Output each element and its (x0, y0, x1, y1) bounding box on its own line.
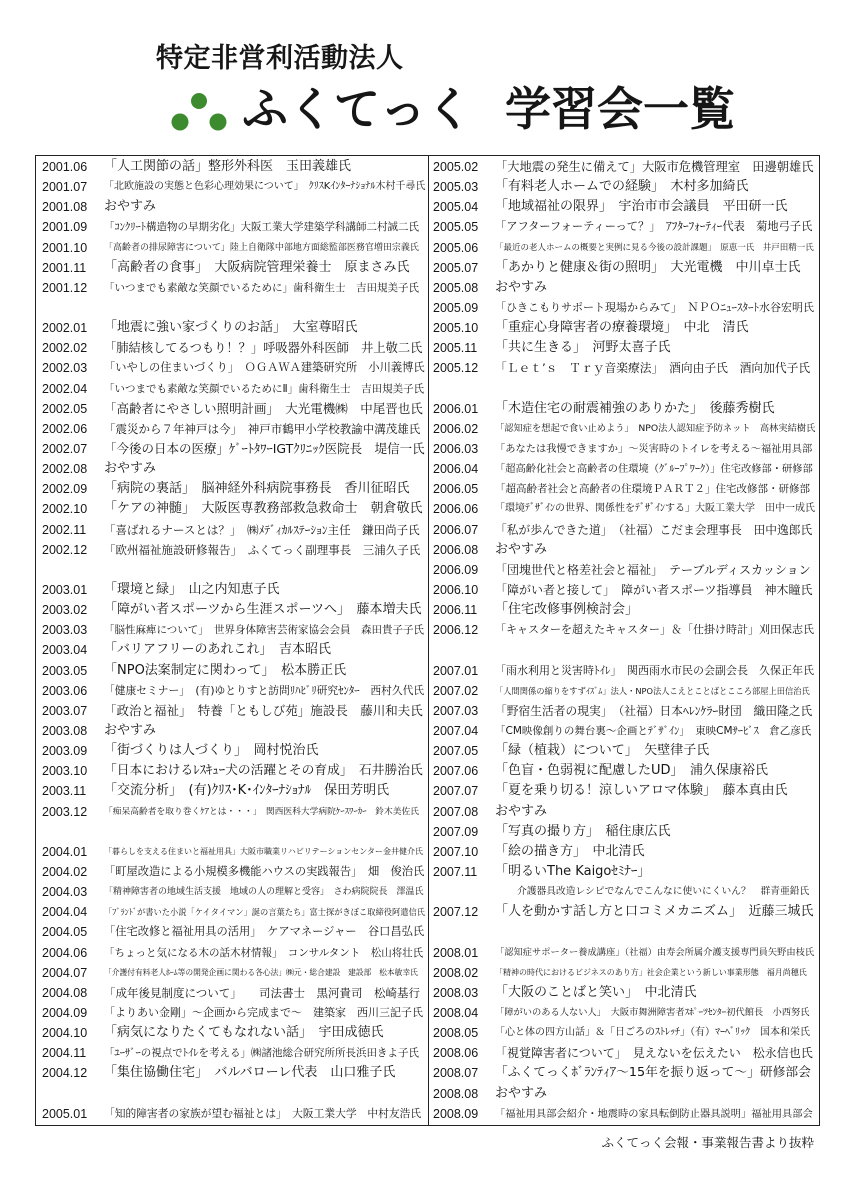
session-row (429, 157, 819, 177)
session-topic: 「緑（植栽）について」 矢壁律子氏 (495, 743, 710, 759)
session-row (429, 781, 819, 801)
session-date: 2002.04 (42, 381, 88, 396)
session-row (36, 217, 428, 237)
session-date: 2003.08 (42, 724, 88, 738)
session-row (429, 701, 819, 721)
session-column-right (429, 156, 819, 1125)
year-group (429, 157, 819, 379)
session-topic: 「地震に強い家づくりのお話」 大室尊昭氏 (104, 320, 358, 336)
session-row (36, 459, 428, 479)
year-group (36, 580, 428, 822)
session-topic: おやすみ (495, 541, 548, 557)
session-topic: 「野宿生活者の現実」 （社福）日本ﾍﾚﾝｹﾗｰ財団 織田隆之氏 (495, 703, 813, 718)
session-row (429, 1003, 819, 1023)
session-row (36, 278, 428, 298)
session-row (429, 177, 819, 197)
session-date: 2006.03 (433, 442, 479, 457)
session-row (429, 459, 819, 479)
session-topic: 「精神障害者の地域生活支援 地域の人の理解と受容」 さわ病院院長 澤温氏 (104, 887, 424, 898)
session-topic: 「政治と福祉」 特養「ともしび苑」施設長 藤川和夫氏 (104, 702, 423, 718)
session-date: 2004.05 (42, 925, 88, 940)
session-date: 2007.08 (433, 804, 479, 819)
session-date: 2005.11 (433, 341, 478, 356)
session-date: 2002.06 (42, 421, 88, 436)
session-topic: 「住宅改修と福祉用具の活用」 ケアマネージャー 谷口昌弘氏 (104, 925, 425, 939)
session-date: 2006.06 (433, 502, 479, 517)
session-row (36, 781, 428, 801)
session-row (36, 661, 428, 681)
session-row (36, 963, 428, 983)
session-row (429, 802, 819, 822)
session-date: 2004.12 (42, 1066, 88, 1081)
session-row (36, 318, 428, 338)
session-date: 2007.09 (433, 824, 479, 839)
session-topic: 「精神の時代におけるビジネスのあり方」社会企業という新しい事業形態 福月尚穂氏 (495, 967, 807, 977)
session-date: 2004.03 (42, 885, 88, 900)
session-row (36, 399, 428, 419)
session-topic: 「ケアの神髄」 大阪医専教務部救急救命士 朝倉敬氏 (104, 501, 423, 517)
session-row (36, 479, 428, 499)
session-date: 2005.12 (433, 361, 479, 376)
session-row (36, 540, 428, 560)
session-date: 2002.11 (42, 522, 87, 537)
session-date: 2008.09 (433, 1106, 479, 1121)
session-date: 2007.03 (433, 703, 479, 718)
session-date: 2003.11 (42, 784, 87, 799)
session-row (429, 1104, 819, 1124)
organization-name: ふくてっく (242, 82, 472, 136)
session-date: 2004.10 (42, 1026, 88, 1041)
session-topic: 「超高齢者社会と高齢者の住環境ＰＡＲＴ２」住宅改修部・研修部 (495, 483, 810, 496)
session-date: 2002.10 (42, 502, 88, 517)
session-date: 2002.12 (42, 542, 88, 557)
session-date: 2005.02 (433, 160, 479, 175)
session-topic: 「心と体の四方山話」＆「日ごろのｽﾄﾚｯﾁ」（有）ﾏｰﾍﾞﾘｯｸ 国本和栄氏 (495, 1027, 810, 1039)
session-topic: 「喜ばれるナースとは？」 ㈱ﾒﾃﾞｨｶﾙｽﾃｰｼｮﾝ主任 鎌田尚子氏 (104, 522, 420, 537)
session-row (36, 721, 428, 741)
session-row (429, 580, 819, 600)
session-row (429, 278, 819, 298)
session-topic: 「健康セミナー」 (有)ゆとりすと訪問ﾘﾊﾋﾞﾘ研究ｾﾝﾀｰ 西村久代氏 (104, 683, 425, 697)
session-topic: 「交流分析」 (有)ｸﾘｽ･K･ｲﾝﾀｰﾅｼｮﾅﾙ 保田芳明氏 (104, 783, 390, 799)
session-row (36, 197, 428, 217)
session-topic: 「暮らしを支える住まいと福祉用具」大阪市職業リハビリテーションセンター金井健介氏 (104, 846, 423, 856)
session-date: 2007.04 (433, 724, 479, 738)
session-topic-continued: 介護器具改造レシピでなんでこんなに使いにくいん？ 群青亜鉛氏 (517, 886, 810, 898)
session-topic: 「福祉用具部会紹介・地震時の家具転倒防止器具説明」福祉用具部会 (495, 1107, 813, 1120)
session-row (429, 1043, 819, 1063)
session-topic: 「痴呆高齢者を取り巻くｹｱとは・・・」 関西医科大学病院ｹｰｽﾜｰｶｰ 鈴木美佐氏 (104, 806, 419, 817)
session-topic: 「住宅改修事例検討会」 (495, 602, 639, 618)
session-row (429, 661, 819, 681)
session-row (36, 802, 428, 822)
session-date: 2007.07 (433, 784, 479, 799)
session-date: 2005.06 (433, 240, 479, 255)
session-date: 2006.08 (433, 542, 479, 557)
session-topic: 「いやしの住まいづくり」 ＯＧＡＷＡ建築研究所 小川義博氏 (104, 361, 425, 375)
session-row (429, 358, 819, 378)
session-topic: 「街づくりは人づくり」 岡村悦治氏 (104, 743, 319, 759)
source-note: ふくてっく会報・事業報告書より抜粋 (601, 1135, 814, 1150)
session-row (429, 761, 819, 781)
session-topic: 「CM映像創りの舞台裏～企画とﾃﾞｻﾞｲﾝ」 東映CMｻｰﾋﾞｽ 倉乙彦氏 (495, 725, 812, 737)
session-row (36, 1104, 428, 1124)
session-topic: 「環境ﾃﾞｻﾞｲﾝの世界、関係性をﾃﾞｻﾞｲﾝする」大阪工業大学 田中一成氏 (495, 503, 815, 515)
session-topic: 「ちょっと気になる木の話木材情報」 コンサルタント 松山将壮氏 (104, 946, 424, 959)
session-topic: 「アフターフォーティーって？」 ｱﾌﾀｰﾌｫｰﾃｨｰ代表 菊地弓子氏 (495, 220, 813, 234)
session-row (36, 640, 428, 660)
session-row (36, 701, 428, 721)
session-topic: 「人を動かす話し方と口コミメカニズム」 近藤三城氏 (495, 904, 814, 920)
session-topic: 「認知症サポーター養成講座」（社福）由寿会所属介護支援専門員矢野由枝氏 (495, 946, 815, 958)
session-topic: 「障がい者スポーツから生涯スポーツへ」 藤本増夫氏 (104, 602, 422, 618)
session-topic: 「有料老人ホームでの経験」 木村多加綺氏 (495, 179, 749, 195)
session-date: 2002.02 (42, 341, 88, 356)
session-column-left (36, 156, 429, 1125)
session-date: 2004.04 (42, 905, 88, 920)
session-topic: 「欧州福祉施設研修報告」 ふくてっく副理事長 三浦久子氏 (104, 542, 421, 557)
session-row (429, 479, 819, 499)
session-topic: 「日本におけるﾚｽｷｭｰ犬の活躍とその育成」 石井勝治氏 (104, 763, 423, 779)
session-row (429, 902, 819, 922)
session-topic: 「認知症を想起で食い止めよう」 NPO法人認知症予防ネット 高林実結樹氏 (495, 422, 816, 434)
session-date: 2007.02 (433, 683, 479, 698)
session-topic: 「絵の描き方」 中北清氏 (495, 843, 645, 859)
session-row (429, 439, 819, 459)
session-date: 2001.07 (42, 180, 88, 195)
session-row (429, 217, 819, 237)
session-row (429, 238, 819, 258)
session-date: 2005.01 (42, 1106, 88, 1121)
session-topic: 「Ｌｅｔ’ｓ Ｔｒｙ音楽療法」 酒向由子氏 酒向加代子氏 (495, 361, 811, 376)
session-row (36, 983, 428, 1003)
session-list-table (35, 155, 820, 1126)
session-date: 2003.03 (42, 623, 88, 638)
session-topic: 「視覚障害者について」 見えないを伝えたい 松永信也氏 (495, 1046, 813, 1061)
session-row (429, 298, 819, 318)
session-topic: 「バリアフリーのあれこれ」 吉本昭氏 (104, 642, 331, 658)
session-topic: 「病院の裏話」 脳神経外科病院事務長 香川征昭氏 (104, 481, 410, 497)
session-topic: 「あなたは我慢できますか」～災害時のトイレを考える～福祉用具部 (495, 443, 813, 456)
session-topic: 「肺結核してるつもり！？」呼吸器外科医師 井上敬二氏 (104, 341, 423, 356)
session-topic: 「高齢者の排尿障害について」陸上自衛隊中部地方面総監部医務官増田宗義氏 (104, 242, 419, 253)
session-row-continued (429, 882, 819, 902)
session-date: 2006.02 (433, 421, 479, 436)
session-date: 2003.05 (42, 663, 88, 678)
session-topic: 「いつまでも素敵な笑顔でいるために」歯科衛生士 吉田規美子氏 (104, 281, 419, 294)
session-row (429, 862, 819, 882)
year-group (36, 157, 428, 298)
session-topic: 「環境と緑」 山之内知恵子氏 (104, 582, 280, 598)
session-topic: 「写真の撮り方」 稲住康広氏 (495, 823, 671, 839)
session-topic: 「重症心身障害者の療養環境」 中北 清氏 (495, 320, 749, 336)
session-date: 2008.08 (433, 1086, 479, 1101)
session-date: 2008.07 (433, 1066, 479, 1081)
session-row (36, 862, 428, 882)
session-topic: おやすみ (495, 1085, 548, 1101)
session-date: 2008.04 (433, 1005, 479, 1020)
session-date: 2003.07 (42, 703, 88, 718)
session-date: 2007.05 (433, 744, 479, 759)
session-date: 2006.07 (433, 522, 479, 537)
session-topic: 「脳性麻痺について」 世界身体障害芸術家協会会員 森田貴子子氏 (104, 624, 425, 637)
session-date: 2003.04 (42, 643, 88, 658)
session-date: 2005.08 (433, 280, 479, 295)
session-date: 2008.01 (433, 945, 479, 960)
session-row (36, 902, 428, 922)
session-date: 2004.01 (42, 844, 88, 859)
session-topic: 「夏を乗り切る！涼しいアロマ体験」 藤本真由氏 (495, 783, 788, 799)
session-topic: 「高齢者の食事」 大阪病院管理栄養士 原まさみ氏 (104, 259, 410, 275)
session-topic: 「今後の日本の医療」ｹﾞｰﾄﾀﾜｰIGTｸﾘﾆｯｸ医院長 堤信一氏 (104, 441, 425, 457)
session-topic: 「ﾕｰｻﾞｰの視点でﾄｲﾚを考える」㈱諸池総合研究所所長浜田きよ子氏 (104, 1047, 419, 1060)
session-topic: 「障がいのある人ない人」 大阪市舞洲障害者ｽﾎﾟｰﾂｾﾝﾀｰ初代館長 小西努氏 (495, 1006, 810, 1018)
session-date: 2001.11 (42, 260, 87, 275)
session-date: 2002.03 (42, 361, 88, 376)
session-topic: 「団塊世代と格差社会と福祉」 テーブルディスカッション (495, 562, 811, 577)
session-date: 2005.09 (433, 301, 479, 316)
session-topic: 「色盲・色弱視に配慮したUD」 浦久保康裕氏 (495, 763, 769, 779)
session-row (429, 1083, 819, 1103)
session-topic: おやすみ (104, 723, 157, 738)
session-date: 2003.12 (42, 804, 88, 819)
session-row (429, 721, 819, 741)
session-row (36, 681, 428, 701)
session-topic: 「高齢者にやさしい照明計画」 大光電機㈱ 中尾晋也氏 (104, 400, 423, 416)
session-row (36, 882, 428, 902)
session-topic: 「障がい者と接して」 障がい者スポーツ指導員 神木瞳氏 (495, 583, 813, 598)
session-date: 2003.06 (42, 683, 88, 698)
year-group (36, 842, 428, 1084)
session-row (429, 1023, 819, 1043)
session-topic: 「ひきこもりサポート現場からみて」 ＮＰＯﾆｭｰｽﾀｰﾄ水谷宏明氏 (495, 301, 814, 315)
session-topic: 「雨水利用と災害時ﾄｲﾚ」 関西雨水市民の会副会長 久保正年氏 (495, 663, 814, 677)
session-row (36, 499, 428, 519)
session-row (429, 499, 819, 519)
session-topic: 「大阪のことばと笑い」 中北清氏 (495, 984, 697, 1000)
session-date: 2006.11 (433, 603, 478, 618)
session-row (429, 600, 819, 620)
session-date: 2007.06 (433, 764, 479, 779)
session-row (36, 1003, 428, 1023)
session-date: 2006.05 (433, 482, 479, 497)
session-row (429, 560, 819, 580)
session-row (36, 379, 428, 399)
year-group (36, 318, 428, 560)
session-row (36, 1063, 428, 1083)
session-date: 2003.09 (42, 744, 88, 759)
session-topic: 「NPO法案制定に関わって」 松本勝正氏 (104, 662, 347, 678)
session-topic: 「キャスターを超えたキャスター」＆「仕掛け時計」刈田保志氏 (495, 623, 814, 637)
session-row (429, 338, 819, 358)
session-topic: 「震災から７年神戸は今」 神戸市鶴甲小学校教諭中溝茂雄氏 (104, 421, 421, 436)
organization-type: 特定非営利活動法人 (156, 43, 404, 74)
session-date: 2002.01 (42, 321, 88, 336)
session-row (429, 963, 819, 983)
session-row (36, 620, 428, 640)
session-date: 2005.03 (433, 180, 479, 195)
session-topic: 「ﾌﾞﾗﾝﾄﾞが書いた小説「ケイタイマン」誕の言葉たち」富士探がきぼこ取締役阿遣信氏 (104, 907, 426, 918)
session-topic: おやすみ (104, 199, 157, 215)
session-date: 2004.08 (42, 985, 88, 1000)
session-date: 2004.11 (42, 1046, 87, 1061)
session-topic: 「超高齢化社会と高齢者の住環境（ｸﾞﾙｰﾌﾟﾜｰｸ）」住宅改修部・研修部 (495, 463, 813, 476)
session-date: 2003.02 (42, 603, 88, 618)
session-row (36, 157, 428, 177)
session-row (429, 258, 819, 278)
document-title: 学習会一覧 (505, 82, 735, 136)
session-topic: 「人間関係の縮りをすずｲｽﾞﾑ」法人・NPO法人こえとことばとこころ部屋上田信治氏 (495, 685, 810, 696)
session-topic: 「北欧施設の実態と色彩心理効果について」 ｸﾘｽKｲﾝﾀｰﾅｼｮﾅﾙ木村千尋氏 (104, 181, 426, 193)
session-date: 2005.05 (433, 220, 479, 235)
session-date: 2008.02 (433, 965, 479, 980)
session-date: 2001.10 (42, 240, 88, 255)
session-row (429, 419, 819, 439)
session-date: 2003.10 (42, 764, 88, 779)
session-date: 2002.08 (42, 462, 88, 477)
session-date: 2004.07 (42, 965, 88, 980)
session-row (429, 399, 819, 419)
session-topic: おやすみ (495, 279, 548, 295)
session-topic: 「私が歩んできた道」 （社福）こだま会理事長 田中逸郎氏 (495, 522, 813, 537)
session-date: 2008.06 (433, 1046, 479, 1061)
session-date: 2007.11 (433, 864, 478, 879)
session-date: 2008.03 (433, 985, 479, 1000)
session-date: 2002.05 (42, 401, 88, 416)
session-row (429, 822, 819, 842)
session-topic: 「木造住宅の耐震補強のありかた」 後藤秀樹氏 (495, 400, 775, 416)
session-row (429, 318, 819, 338)
session-row (36, 942, 428, 962)
session-row (429, 197, 819, 217)
session-row (429, 681, 819, 701)
session-date: 2003.01 (42, 583, 88, 598)
session-topic: 「地域福祉の限界」 宇治市市会議員 平田研一氏 (495, 199, 788, 215)
session-topic: 「成年後見制度について」 司法書士 黒河貴司 松崎基行 (104, 985, 421, 1000)
session-row (36, 842, 428, 862)
session-row (36, 419, 428, 439)
session-date: 2002.09 (42, 482, 88, 497)
session-topic: 「共に生きる」 河野太喜子氏 (495, 340, 671, 356)
session-date: 2006.04 (433, 462, 479, 477)
year-group (429, 942, 819, 1123)
session-date: 2004.06 (42, 945, 88, 960)
session-date: 2006.10 (433, 583, 479, 598)
session-row (429, 1063, 819, 1083)
session-row (429, 942, 819, 962)
logo-dot-top (191, 93, 207, 109)
session-row (36, 1043, 428, 1063)
session-date: 2008.05 (433, 1026, 479, 1041)
session-row (36, 439, 428, 459)
year-group (429, 661, 819, 923)
session-topic: 「病気になりたくてもなれない話」 宇田成徳氏 (104, 1025, 384, 1041)
session-date: 2007.01 (433, 663, 479, 678)
session-row (36, 600, 428, 620)
session-row (36, 580, 428, 600)
session-topic: おやすみ (495, 803, 548, 819)
session-date: 2005.04 (433, 200, 479, 215)
session-date: 2004.02 (42, 864, 88, 879)
logo-dot-right (210, 114, 227, 131)
session-row (36, 741, 428, 761)
session-topic: おやすみ (104, 461, 157, 477)
session-topic: 「明るいThe Kaigoｾﾐﾅｰ」 (495, 863, 651, 879)
fukutec-logo-icon (170, 92, 228, 132)
session-row (429, 842, 819, 862)
session-topic: 「ｺﾝｸﾘｰﾄ構造物の早期劣化」大阪工業大学建築学科講師二村誠二氏 (104, 221, 419, 234)
session-row (36, 922, 428, 942)
year-group (36, 1104, 428, 1124)
session-row (36, 358, 428, 378)
session-row (36, 1023, 428, 1043)
session-date: 2001.08 (42, 200, 88, 215)
session-topic: 「いつまでも素敵な笑顔でいるためにⅡ」歯科衛生士 吉田規美子氏 (104, 382, 425, 395)
session-date: 2005.10 (433, 321, 479, 336)
session-row (36, 238, 428, 258)
session-row (429, 520, 819, 540)
session-topic: 「よりあい金剛」～企画から完成まで～ 建築家 西川三記子氏 (104, 1005, 423, 1019)
session-date: 2006.09 (433, 562, 479, 577)
session-topic: 「知的障害者の家族が望む福祉とは」 大阪工業大学 中村友浩氏 (104, 1106, 422, 1120)
session-date: 2001.06 (42, 160, 88, 175)
session-row (36, 520, 428, 540)
logo-dot-left (172, 114, 189, 131)
session-date: 2002.07 (42, 442, 88, 457)
session-topic: 「ふくてっくﾎﾞﾗﾝﾃｨｱ～15年を振り返って～」研修部会 (495, 1065, 811, 1081)
session-date: 2007.10 (433, 844, 479, 859)
session-row (429, 983, 819, 1003)
session-row (36, 761, 428, 781)
session-date: 2006.12 (433, 623, 479, 638)
session-topic: 「最近の老人ホームの概要と実例に見る今後の設計課題」 原恵一氏 井戸田精一氏 (495, 242, 814, 253)
session-date: 2007.12 (433, 905, 479, 920)
session-date: 2001.12 (42, 280, 88, 295)
session-date: 2001.09 (42, 220, 88, 235)
session-topic: 「町屋改造による小規模多機能ハウスの実践報告」 畑 俊治氏 (104, 864, 425, 878)
session-topic: 「人工関節の話」整形外科医 玉田義雄氏 (104, 159, 352, 175)
session-row (429, 741, 819, 761)
session-topic: 「介護付有料老人ﾎｰﾑ等の開発企画に関わる各心法」㈱元・総合建設 建設部 松本敏幸氏 (104, 967, 418, 977)
session-topic: 「大地震の発生に備えて」大阪市危機管理室 田邊朝雄氏 (495, 160, 814, 175)
session-row (429, 620, 819, 640)
session-date: 2005.07 (433, 260, 479, 275)
session-row (36, 258, 428, 278)
year-group (429, 399, 819, 641)
session-row (429, 540, 819, 560)
session-date: 2006.01 (433, 401, 479, 416)
session-date: 2004.09 (42, 1005, 88, 1020)
session-row (36, 338, 428, 358)
session-topic: 「集住協働住宅」 バルバローレ代表 山口雅子氏 (104, 1065, 396, 1081)
session-row (36, 177, 428, 197)
session-topic: 「あかりと健康＆街の照明」 大光電機 中川卓士氏 (495, 259, 801, 275)
